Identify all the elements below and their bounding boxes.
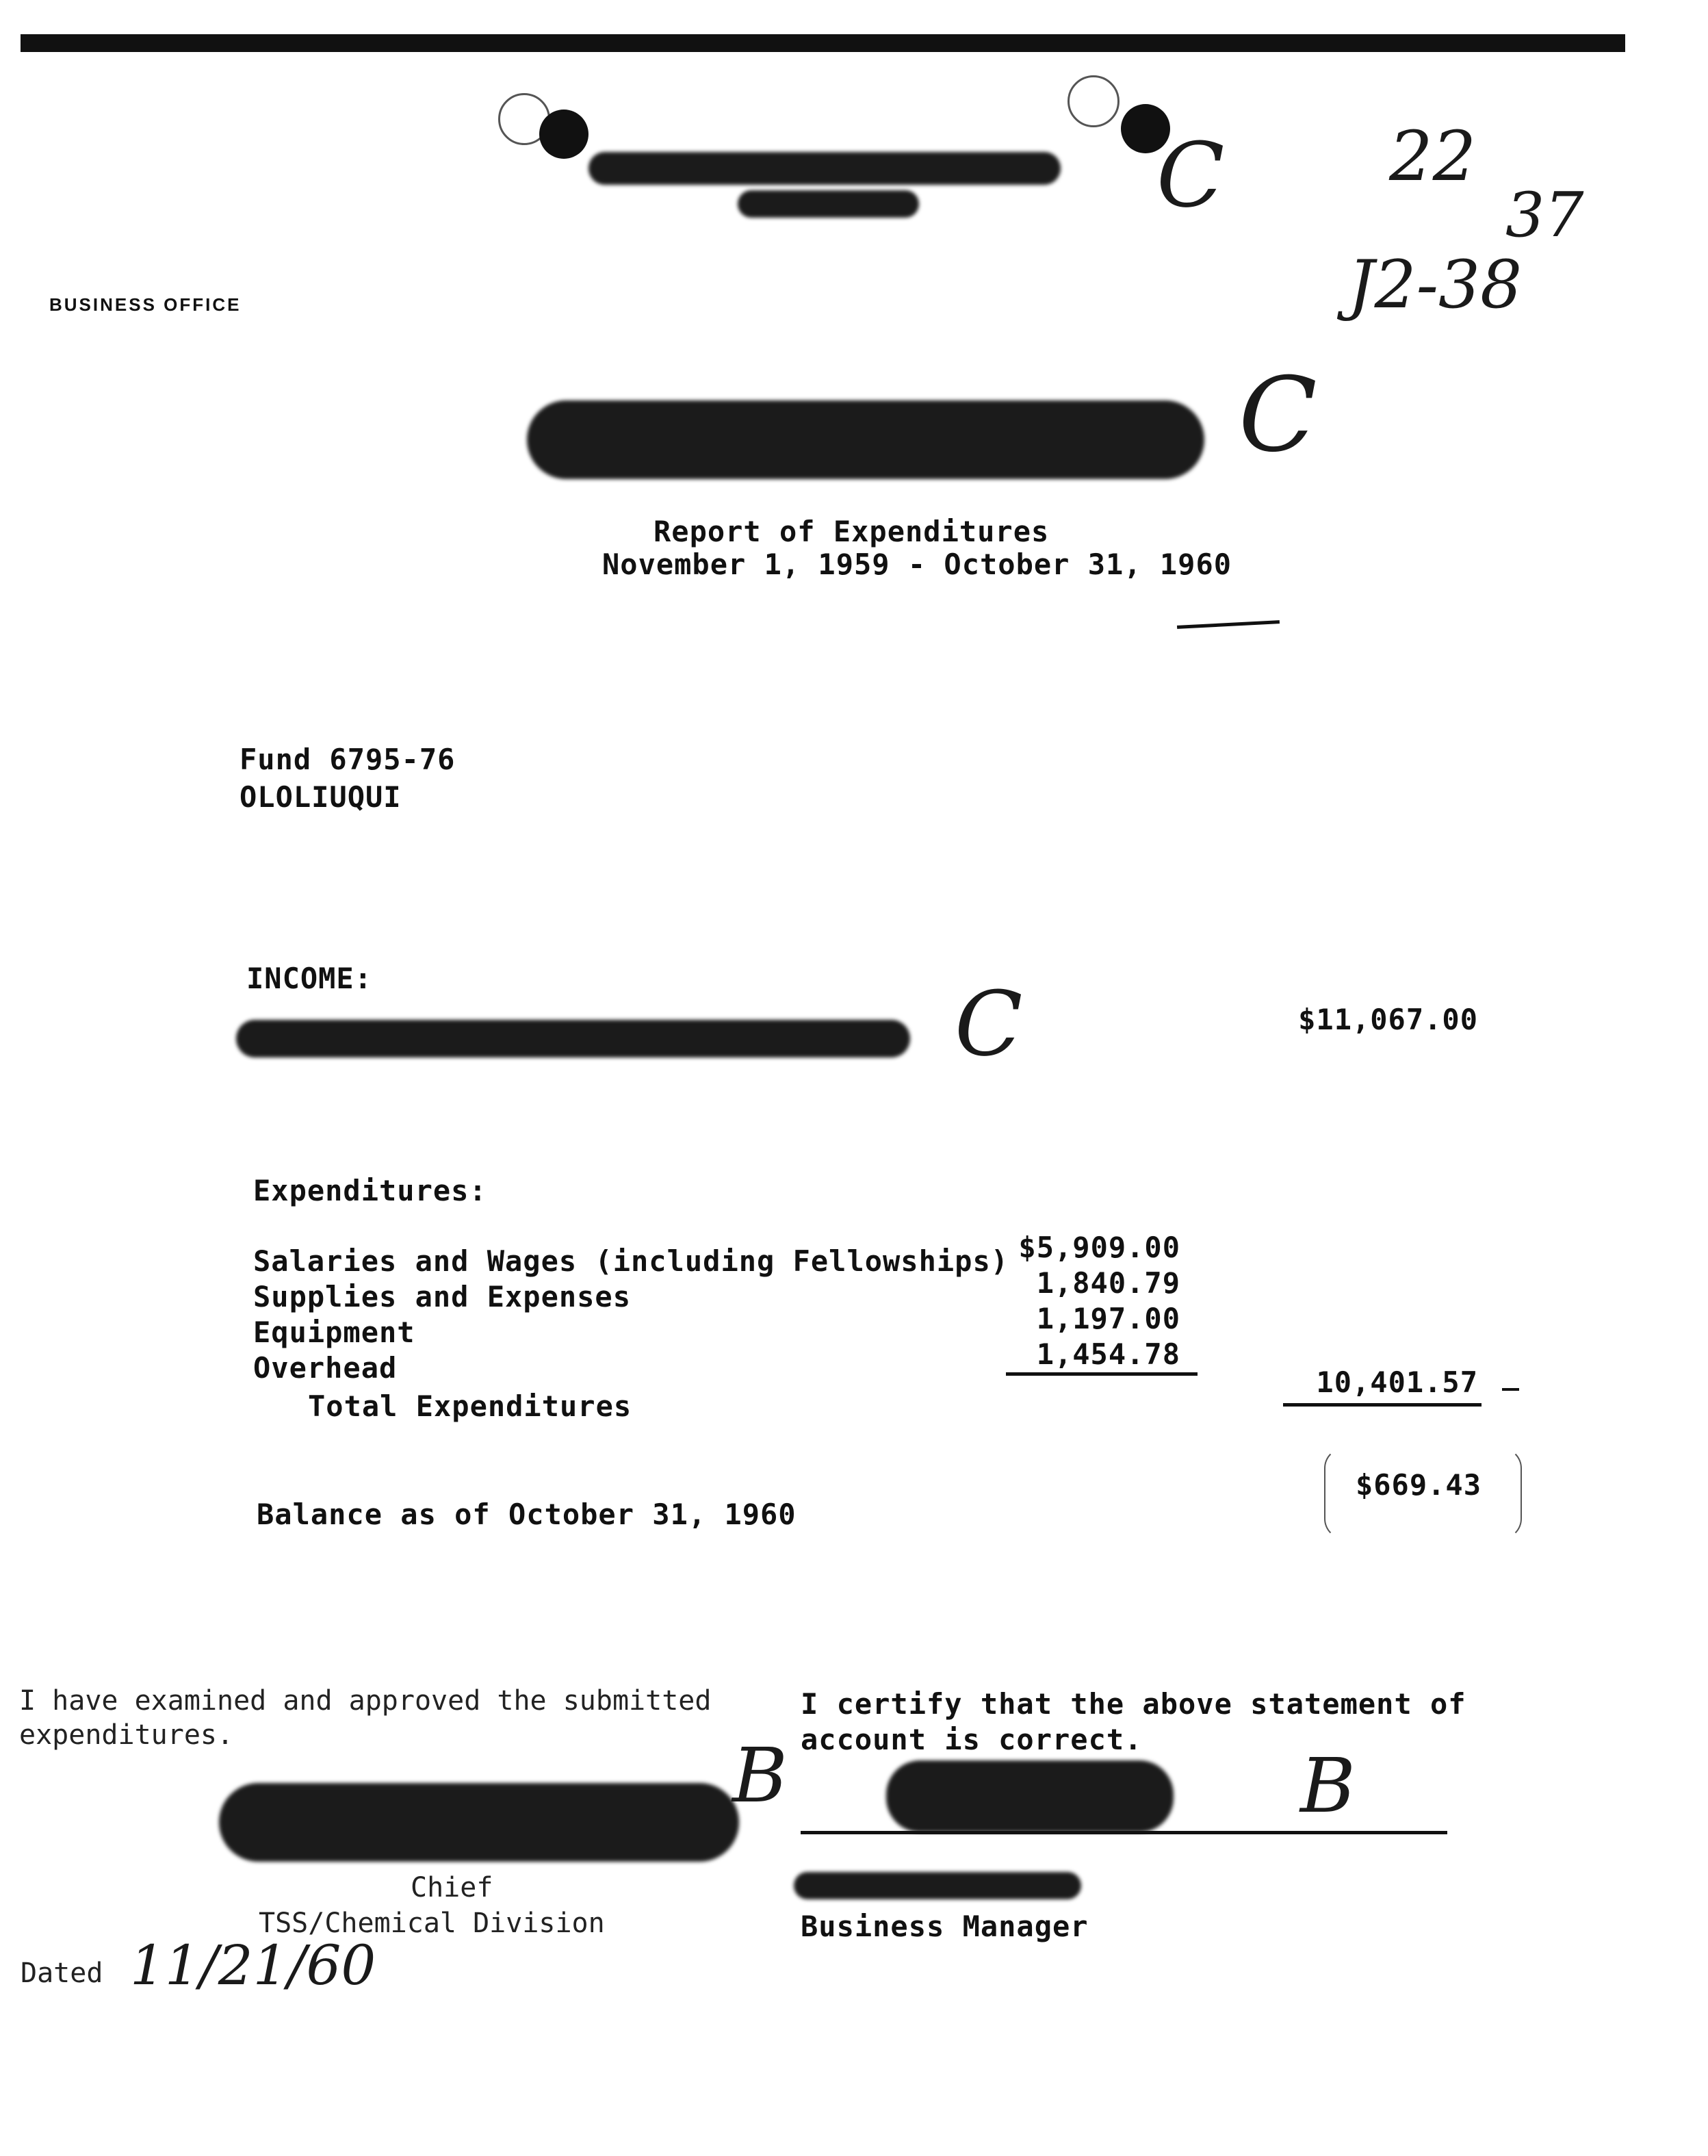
income-label: INCOME: [246,962,373,995]
certification-statement: account is correct. [801,1723,1143,1756]
expenditures-label: Expenditures: [253,1174,487,1207]
pen-stroke [1177,620,1280,629]
handwritten-reference: J2-38 [1348,246,1523,323]
redaction-manager-signature [886,1760,1174,1832]
redaction-project-title [527,400,1204,479]
handwritten-mark-c: C [1239,356,1317,475]
expense-amount: 1,840.79 [1036,1266,1180,1300]
redaction-letterhead-sub [738,190,919,218]
handwritten-number: 37 [1505,179,1584,251]
page-top-border [21,34,1625,52]
total-expenditures-label: Total Expenditures [308,1389,632,1423]
balance-label: Balance as of October 31, 1960 [257,1498,797,1531]
fund-number: Fund 6795-76 [240,743,456,776]
expense-amount: $5,909.00 [1018,1231,1180,1264]
redaction-income-source [236,1020,910,1057]
approver-division: TSS/Chemical Division [259,1908,605,1939]
redaction-letterhead [588,152,1061,185]
report-title: Report of Expenditures [654,515,1050,548]
manager-title: Business Manager [801,1910,1089,1943]
income-amount: $11,067.00 [1298,1003,1478,1036]
handwritten-bracket [1324,1448,1522,1539]
date-label: Dated [21,1958,103,1989]
approval-statement: expenditures. [19,1719,234,1751]
expense-label: Salaries and Wages (including Fellowships) [253,1244,1009,1278]
expense-label: Overhead [253,1351,398,1385]
office-label: BUSINESS OFFICE [49,294,242,315]
balance-amount: $669.43 [1355,1468,1481,1502]
report-period: November 1, 1959 - October 31, 1960 [602,548,1232,581]
signature-line [801,1831,1447,1834]
total-expenditures-amount: 10,401.57 [1316,1365,1478,1399]
handwritten-mark-c: C [955,972,1023,1076]
handwritten-initial: B [1300,1742,1356,1830]
expense-label: Equipment [253,1316,415,1349]
expense-amount: 1,197.00 [1036,1302,1180,1335]
handwritten-date: 11/21/60 [130,1934,376,1997]
handwritten-initial: B [732,1732,788,1819]
pen-dash [1502,1388,1519,1391]
handwritten-number: 22 [1389,116,1477,196]
punch-hole [539,110,588,159]
expense-label: Supplies and Expenses [253,1280,632,1313]
handwritten-mark-c: C [1156,123,1225,227]
redaction-approver-signature [219,1783,739,1862]
subtotal-rule [1006,1372,1198,1376]
total-rule [1283,1403,1481,1407]
fund-name: OLOLIUQUI [240,780,402,814]
approver-title: Chief [411,1872,493,1903]
approval-statement: I have examined and approved the submitted [19,1685,712,1717]
expense-amount: 1,454.78 [1036,1337,1180,1371]
certification-statement: I certify that the above statement of [801,1687,1466,1721]
punch-hole-ring [1068,75,1120,127]
redaction-manager-name [794,1872,1081,1899]
